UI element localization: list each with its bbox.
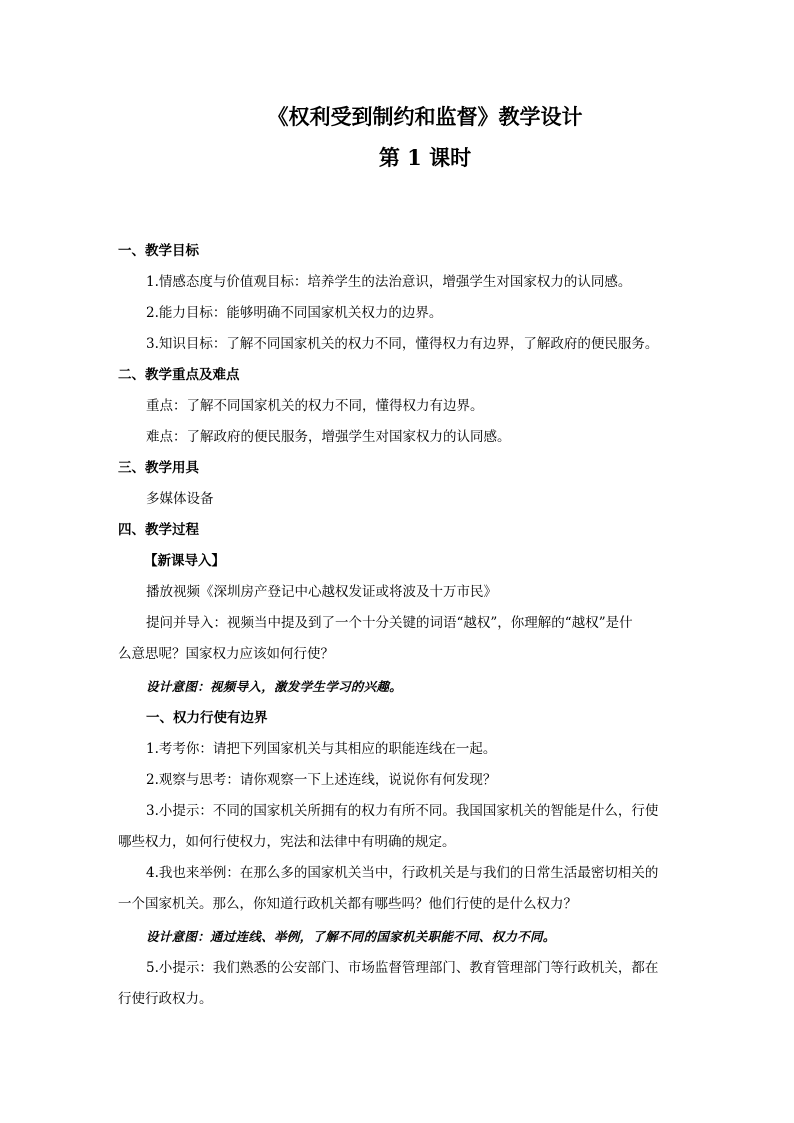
section-heading-objectives: 一、教学目标 — [118, 243, 199, 259]
activity-item: 4.我也来举例：在那么多的国家机关当中，行政机关是与我们的日常生活最密切相关的 — [146, 865, 659, 881]
activity-item: 1.考考你：请把下列国家机关与其相应的职能连线在一起。 — [146, 741, 497, 757]
activity-item-continued: 一个国家机关。那么，你知道行政机关都有哪些吗？他们行使的是什么权力？ — [118, 896, 577, 912]
lesson-subtitle: 第 1 课时 — [378, 145, 472, 170]
section-heading-process: 四、教学过程 — [118, 522, 199, 538]
activity-item: 2.观察与思考：请你观察一下上述连线，说说你有何发现？ — [146, 772, 497, 788]
section-heading-tools: 三、教学用具 — [118, 460, 199, 476]
intro-heading: 【新课导入】 — [144, 553, 225, 569]
teaching-tool: 多媒体设备 — [146, 491, 214, 507]
objective-item: 3.知识目标：了解不同国家机关的权力不同，懂得权力有边界，了解政府的便民服务。 — [146, 336, 659, 352]
document-title: 《权利受到制约和监督》教学设计 — [267, 104, 583, 129]
activity-item: 3.小提示：不同的国家机关所拥有的权力有所不同。我国国家机关的智能是什么，行使 — [146, 803, 659, 819]
intro-paragraph-continued: 么意思呢？国家权力应该如何行使？ — [118, 646, 334, 662]
objective-item: 1.情感态度与价值观目标：培养学生的法治意识，增强学生对国家权力的认同感。 — [146, 274, 632, 290]
design-intent-note: 设计意图：通过连线、举例，了解不同的国家机关职能不同、权力不同。 — [146, 929, 556, 944]
intro-paragraph: 提问并导入：视频当中提及到了一个十分关键的词语“越权”，你理解的“越权”是什 — [146, 615, 633, 631]
activity-item: 5.小提示：我们熟悉的公安部门、市场监督管理部门、教育管理部门等行政机关，都在 — [146, 960, 659, 976]
activity-item-continued: 行使行政权力。 — [118, 991, 213, 1007]
part-heading: 一、权力行使有边界 — [146, 710, 268, 726]
design-intent-note: 设计意图：视频导入，激发学生学习的兴趣。 — [146, 679, 403, 694]
objective-item: 2.能力目标：能够明确不同国家机关权力的边界。 — [146, 305, 443, 321]
difficult-point: 难点：了解政府的便民服务，增强学生对国家权力的认同感。 — [146, 429, 511, 445]
intro-paragraph: 播放视频《深圳房产登记中心越权发证或将波及十万市民》 — [146, 584, 497, 600]
section-heading-key-points: 二、教学重点及难点 — [118, 367, 240, 383]
key-point: 重点：了解不同国家机关的权力不同，懂得权力有边界。 — [146, 398, 484, 414]
activity-item-continued: 哪些权力，如何行使权力，宪法和法律中有明确的规定。 — [118, 834, 456, 850]
